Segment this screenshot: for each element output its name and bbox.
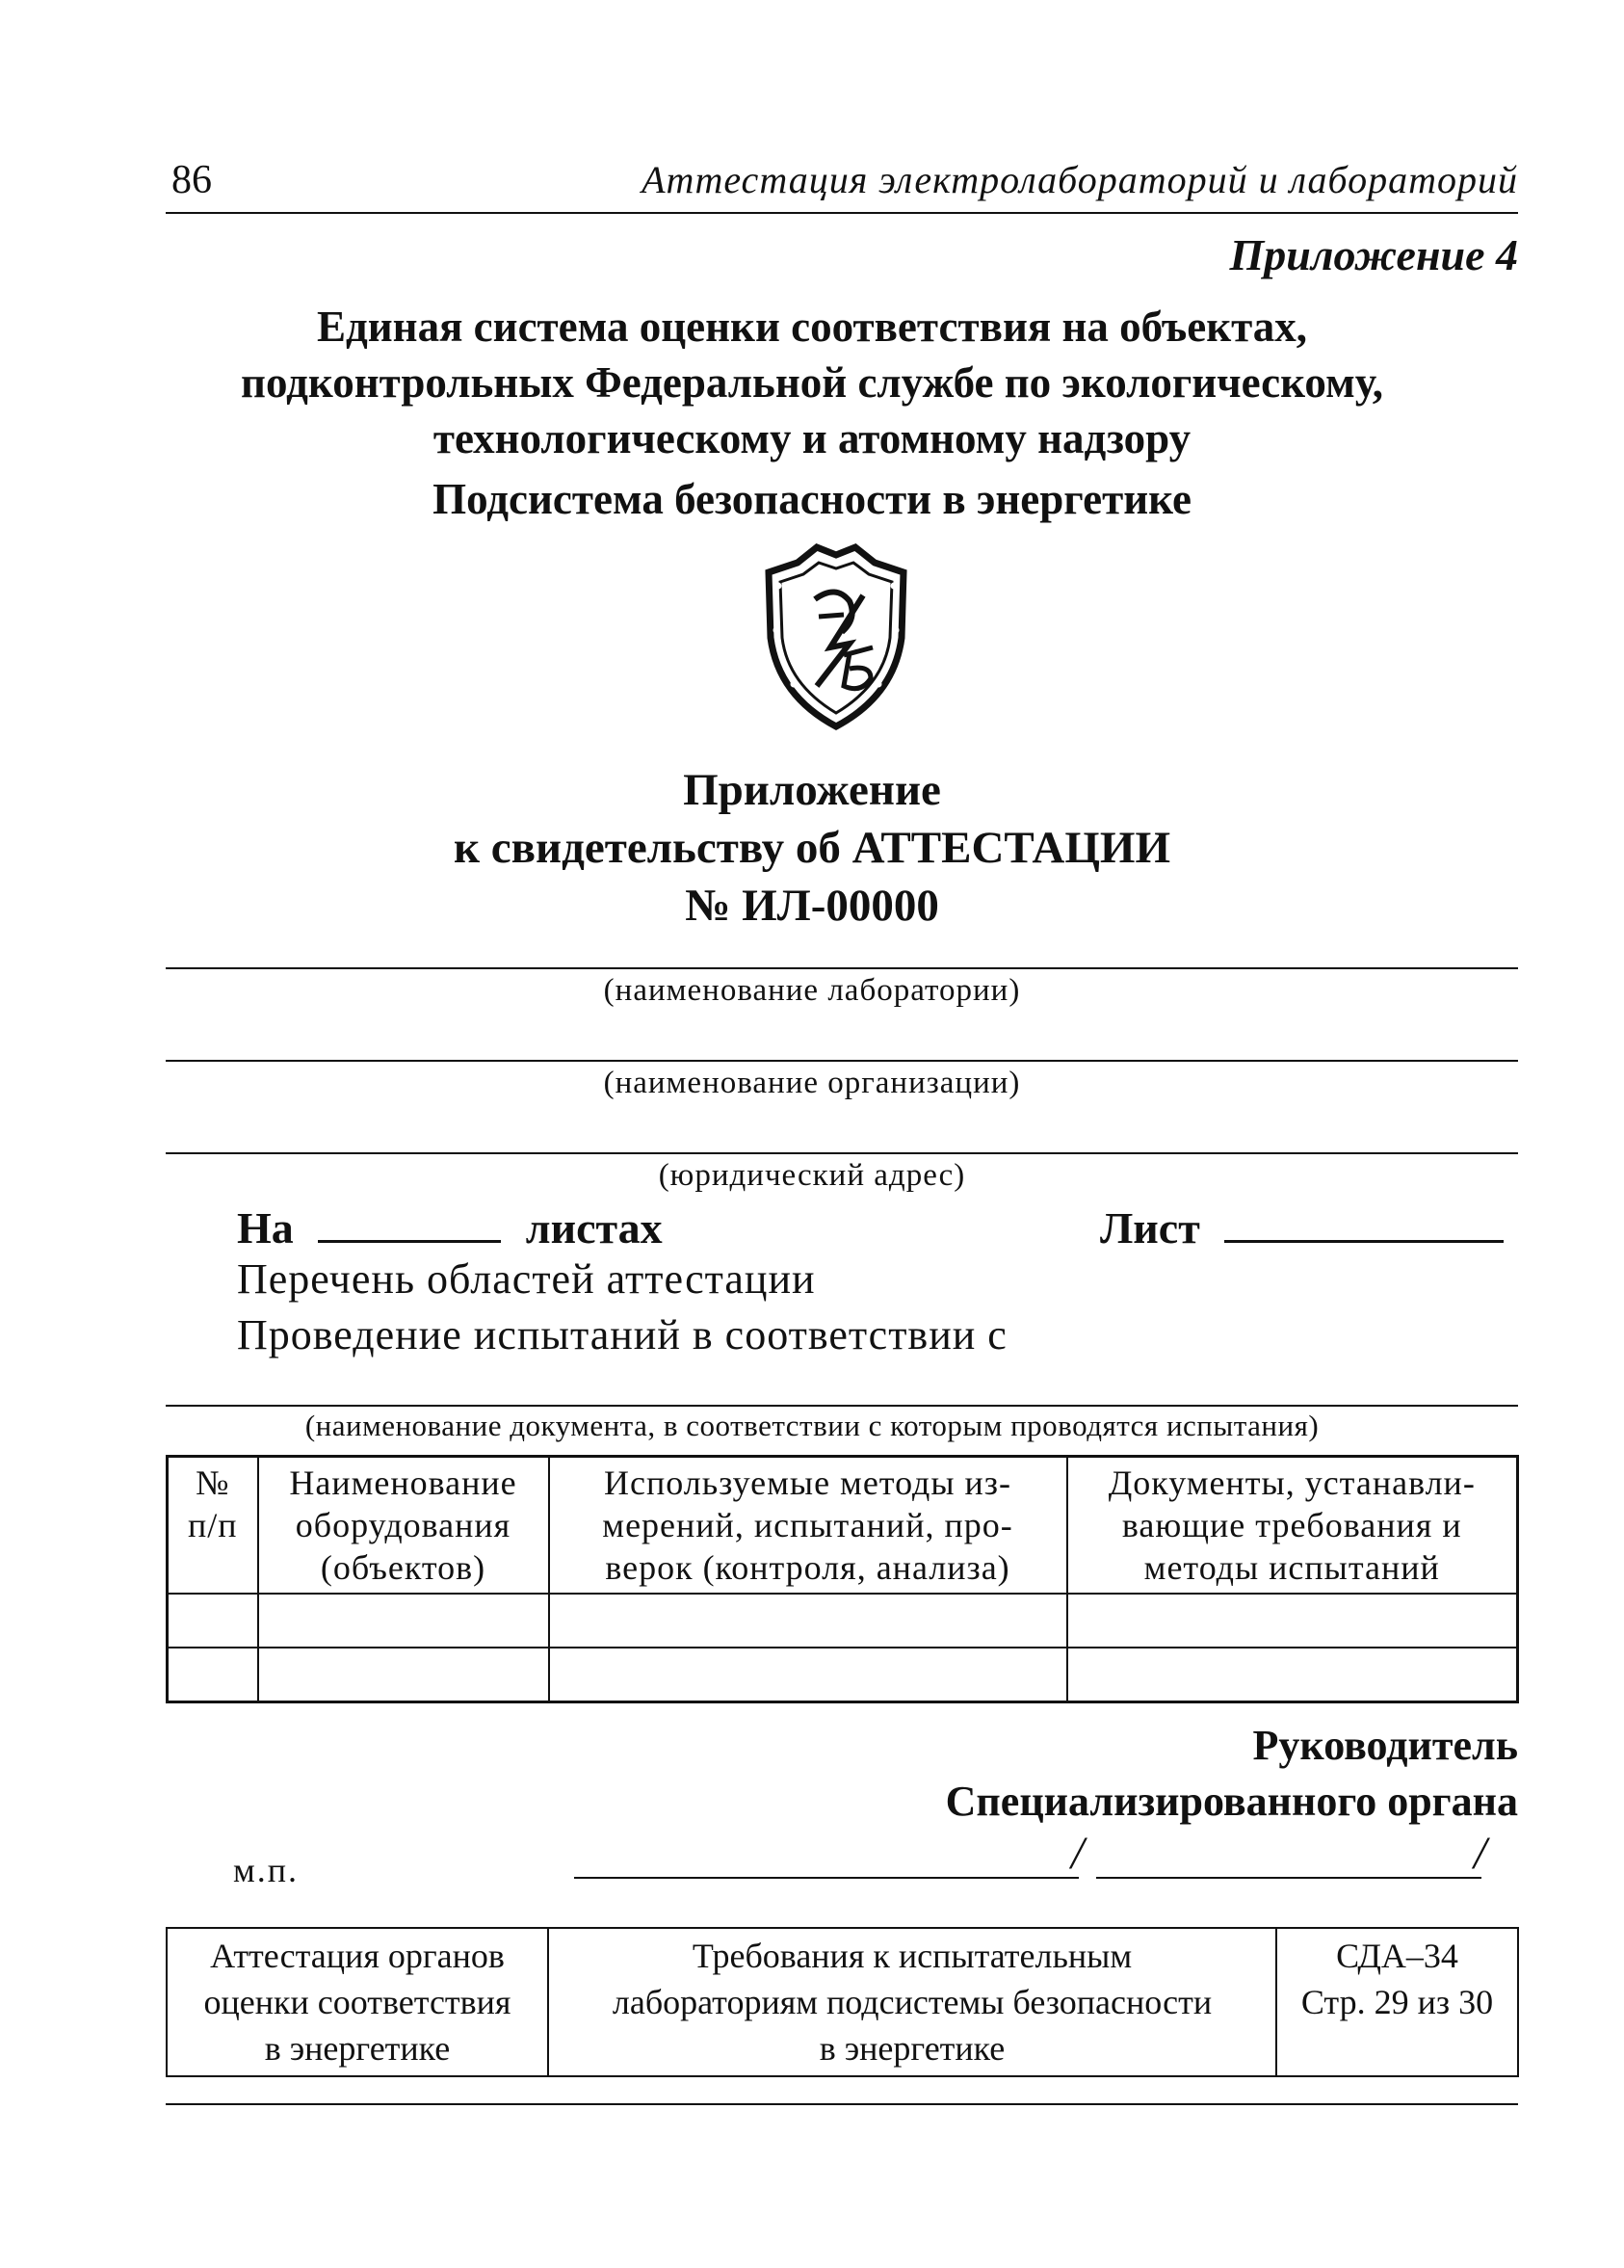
signature-title-2: Специализированного органа <box>945 1778 1518 1825</box>
table-header-row <box>168 1457 1518 1595</box>
header-text: мерений, испытаний, про- <box>602 1506 1013 1544</box>
name-line[interactable] <box>1096 1877 1481 1879</box>
testing-text: Проведение испытаний в соответствии с <box>237 1311 1008 1358</box>
signature-slash-2: / <box>1474 1828 1487 1879</box>
attestation-scope-table <box>166 1455 1519 1703</box>
document-name-line[interactable] <box>166 1405 1518 1407</box>
stamp-label: м.п. <box>233 1851 300 1889</box>
header-number <box>168 1457 258 1595</box>
footer-table <box>166 1927 1519 2077</box>
on-label: На <box>237 1203 294 1253</box>
header-text: вающие требования и <box>1121 1506 1462 1544</box>
lab-name-caption: (наименование лаборатории) <box>603 973 1021 1008</box>
header-text: оборудования <box>295 1506 511 1544</box>
header-methods <box>549 1457 1067 1595</box>
sheet-number-field[interactable] <box>1224 1207 1504 1243</box>
signature-slash-1: / <box>1071 1828 1085 1879</box>
document-title <box>0 299 1624 466</box>
address-line[interactable] <box>166 1152 1518 1154</box>
footer-text: Аттестация органов <box>210 1937 505 1975</box>
footer-requirements <box>548 1928 1276 2076</box>
title-line-2: подконтрольных Федеральной службе по экологическому, <box>241 358 1383 407</box>
table-cell[interactable] <box>168 1648 258 1702</box>
running-title: Аттестация электролабораторий и лабораторий <box>642 158 1518 201</box>
header-text: методы испытаний <box>1143 1548 1440 1587</box>
header-text: п/п <box>187 1506 238 1544</box>
certificate-line-1: Приложение <box>683 765 941 815</box>
header-text: верок (контроля, анализа) <box>605 1548 1010 1587</box>
footer-document-code <box>1276 1928 1518 2076</box>
sheet-number <box>1100 1202 1504 1253</box>
footer-text: Стр. 29 из 30 <box>1300 1983 1494 2021</box>
sheet-label: Лист <box>1100 1203 1200 1253</box>
table-cell[interactable] <box>258 1648 549 1702</box>
certificate-line-2: к свидетельству об АТТЕСТАЦИИ <box>453 823 1171 873</box>
sheets-count <box>237 1202 663 1253</box>
footer-text: в энергетике <box>819 2029 1006 2068</box>
header-rule <box>166 212 1518 214</box>
footer-text: СДА–34 <box>1336 1937 1458 1975</box>
header-text: Наименование <box>289 1464 517 1502</box>
signature-title-1: Руководитель <box>1252 1722 1518 1769</box>
header-text: № <box>196 1464 230 1502</box>
header-text: Используемые методы из- <box>603 1464 1012 1502</box>
shield-emblem-icon <box>749 541 923 730</box>
header-equipment <box>258 1457 549 1595</box>
scope-title: Перечень областей аттестации <box>237 1255 816 1303</box>
appendix-label: Приложение 4 <box>1229 230 1518 279</box>
table-cell[interactable] <box>1067 1648 1518 1702</box>
table-cell[interactable] <box>549 1648 1067 1702</box>
sheets-count-field[interactable] <box>318 1207 501 1243</box>
address-caption: (юридический адрес) <box>658 1158 966 1193</box>
table-row <box>168 1648 1518 1702</box>
table-cell[interactable] <box>1067 1594 1518 1648</box>
org-name-caption: (наименование организации) <box>603 1066 1021 1100</box>
document-name-caption: (наименование документа, в соответствии с которым проводятся испытания) <box>304 1409 1320 1442</box>
footer-text: в энергетике <box>264 2029 451 2068</box>
lab-name-line[interactable] <box>166 967 1518 969</box>
footer-text: лабораториям подсистемы безопасности <box>612 1983 1213 2021</box>
title-line-1: Единая система оценки соответствия на объектах, <box>316 303 1308 351</box>
certificate-heading <box>0 761 1624 935</box>
certificate-line-3: № ИЛ-00000 <box>685 881 939 931</box>
footer-section <box>167 1928 548 2076</box>
table-cell[interactable] <box>258 1594 549 1648</box>
footer-text: оценки соответствия <box>203 1983 511 2021</box>
subsystem-title: Подсистема безопасности в энергетике <box>432 475 1192 523</box>
footer-row <box>167 1928 1518 2076</box>
title-line-3: технологическому и атомному надзору <box>432 414 1192 462</box>
header-text: (объектов) <box>320 1548 486 1587</box>
table-cell[interactable] <box>549 1594 1067 1648</box>
footer-text: Требования к испытательным <box>692 1937 1133 1975</box>
header-documents <box>1067 1457 1518 1595</box>
org-name-line[interactable] <box>166 1060 1518 1062</box>
sheets-label: листах <box>525 1203 663 1253</box>
table-row <box>168 1594 1518 1648</box>
header-text: Документы, устанавли- <box>1108 1464 1476 1502</box>
signature-line[interactable] <box>574 1877 1079 1879</box>
table-cell[interactable] <box>168 1594 258 1648</box>
page-number: 86 <box>171 158 212 202</box>
bottom-rule <box>166 2103 1518 2105</box>
